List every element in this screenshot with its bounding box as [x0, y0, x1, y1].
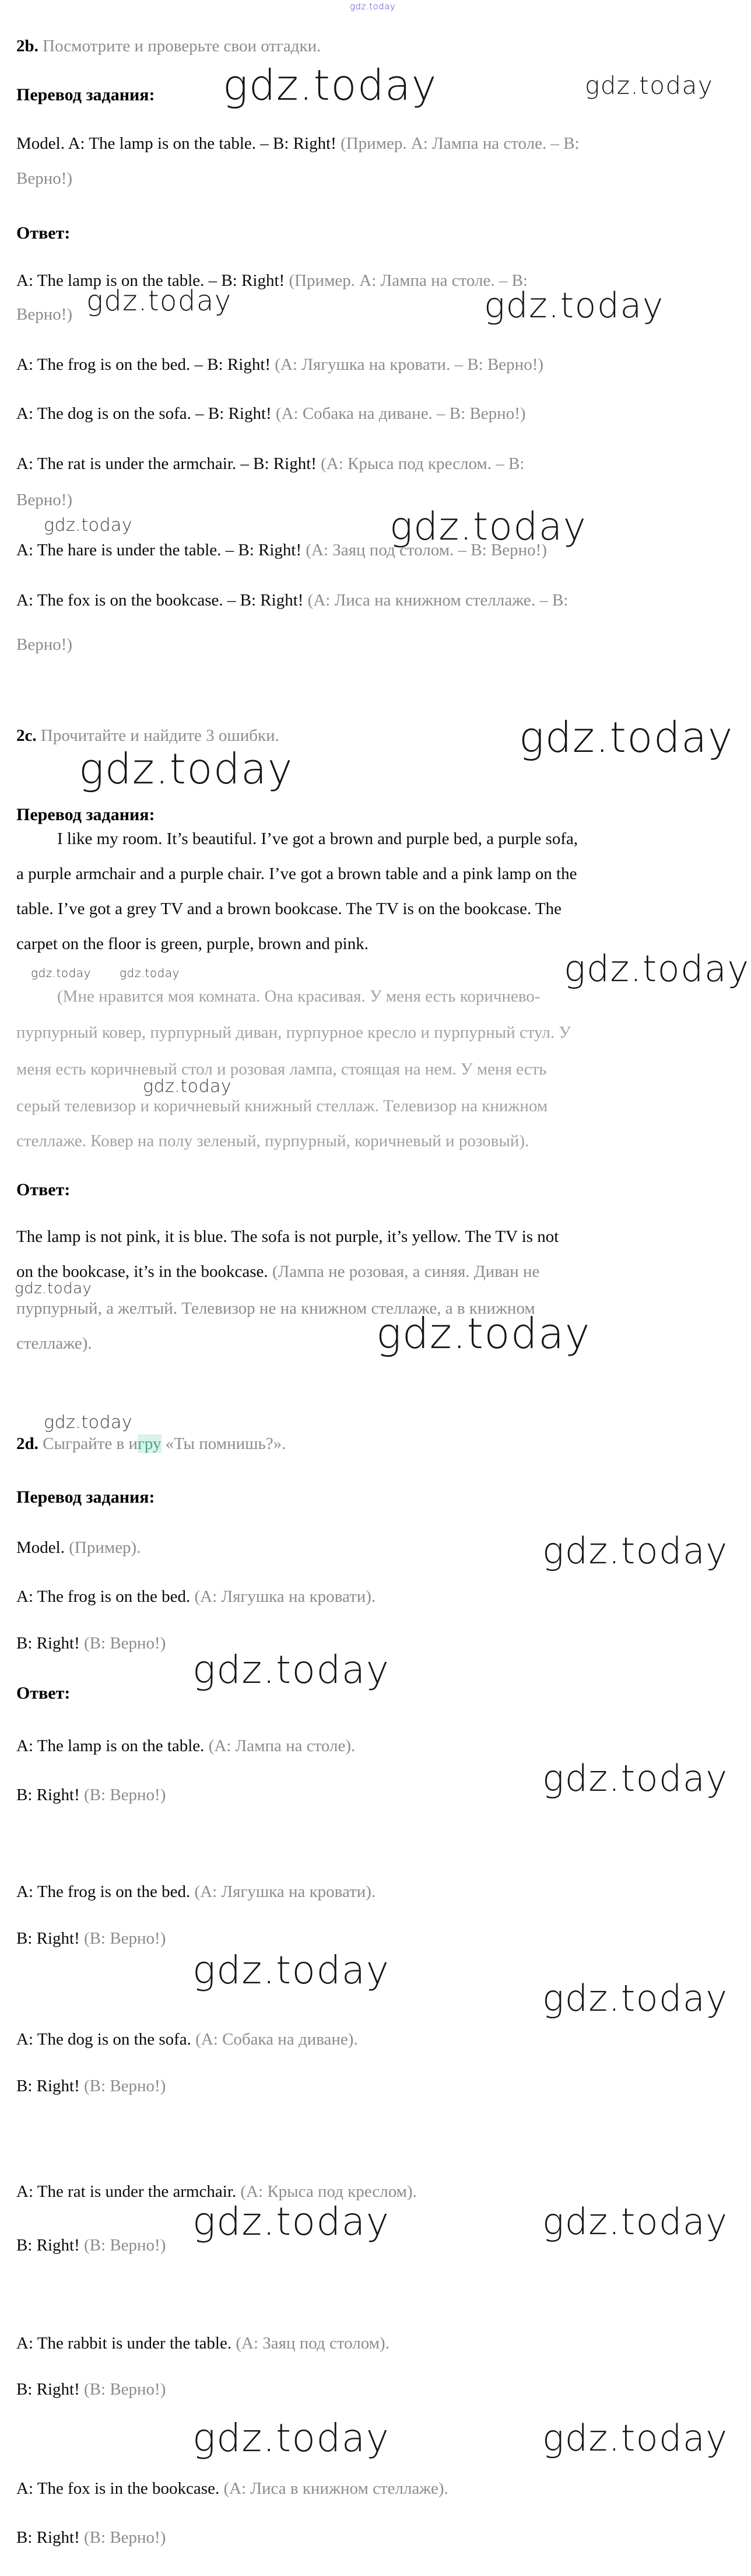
dialogue-line [16, 1930, 166, 1948]
dialogue-en: A: The hare is under the table. – B: Right! [16, 541, 306, 559]
dialogue-ru: (В: Верно!) [84, 2236, 166, 2255]
dialogue-en: A: The fox is on the bookcase. – B: Right! [16, 591, 308, 610]
paragraph-ru-line: (Мне нравится моя комната. Она красивая. У меня есть коричнево- [57, 987, 541, 1006]
gdz-watermark: gdz.today [519, 713, 734, 762]
answer-en-line: The lamp is not pink, it is blue. The sofa is not purple, it’s yellow. The TV is not [16, 1227, 559, 1246]
translation-heading-2c: Перевод задания: [16, 805, 155, 824]
section-2c-number: 2c. [16, 726, 37, 745]
section-2d-heading [16, 1435, 286, 1454]
dialogue-line-cont: Верно!) [16, 305, 73, 324]
gdz-watermark: gdz.today [192, 2199, 390, 2244]
dialogue-en: B: Right! [16, 1634, 85, 1653]
dialogue-line [16, 541, 547, 560]
gdz-watermark: gdz.today [542, 2417, 728, 2459]
dialogue-ru: (А: Собака на диване. – В: Верно!) [275, 404, 526, 423]
dialogue-ru: (В: Верно!) [84, 1929, 166, 1948]
model-line-2b-cont: Верно!) [16, 169, 73, 188]
dialogue-ru: (В: Верно!) [84, 2077, 166, 2095]
dialogue-line [16, 1588, 376, 1606]
paragraph-ru-line: меня есть коричневый стол и розовая лампа, стоящая на нем. У меня есть [16, 1060, 547, 1079]
answer-en: on the bookcase, it’s in the bookcase. [16, 1262, 272, 1281]
dialogue-ru: (А: Лягушка на кровати). [194, 1587, 376, 1606]
gdz-watermark: gdz.today [542, 1757, 728, 1800]
paragraph-ru-line: серый телевизор и коричневый книжный стеллаж. Телевизор на книжном [16, 1097, 548, 1115]
gdz-watermark: gdz.today [192, 1948, 390, 1993]
answer-heading-2c: Ответ: [16, 1180, 71, 1199]
paragraph-en-line: carpet on the floor is green, purple, brown and pink. [16, 935, 369, 953]
section-2d-number: 2d. [16, 1434, 38, 1453]
dialogue-line [16, 2334, 389, 2353]
paragraph-ru-line: стеллаже. Ковер на полу зеленый, пурпурный, коричневый и розовый). [16, 1132, 529, 1150]
paragraph-en-line: a purple armchair and a purple chair. I’ve got a brown table and a pink lamp on the [16, 864, 577, 883]
model-en: Model. A: The lamp is on the table. – B: Right! [16, 134, 341, 153]
dialogue-en: A: The rabbit is under the table. [16, 2334, 236, 2353]
gdz-watermark: gdz.today [223, 61, 437, 110]
section-2b-title: Посмотрите и проверьте свои отгадки. [38, 37, 321, 55]
dialogue-line [16, 2031, 358, 2049]
dialogue-en: A: The rat is under the armchair. [16, 2182, 241, 2201]
section-2d-title-post: «Ты помнишь?». [161, 1434, 286, 1453]
dialogue-ru: (А: Крыса под креслом. – В: [321, 454, 525, 473]
dialogue-ru: (В: Верно!) [84, 1634, 166, 1653]
paragraph-en-line: I like my room. It’s beautiful. I’ve got a brown and purple bed, a purple sofa, [57, 830, 578, 848]
gdz-watermark: gdz.today [542, 1530, 728, 1572]
gdz-watermark: gdz.today [15, 1280, 92, 1297]
dialogue-en: A: The lamp is on the table. – B: Right! [16, 271, 289, 290]
dialogue-en: B: Right! [16, 2528, 85, 2547]
dialogue-en: B: Right! [16, 1929, 85, 1948]
translation-heading-2d: Перевод задания: [16, 1488, 155, 1507]
answer-ru-line: стеллаже). [16, 1334, 92, 1353]
model-en: Model. [16, 1538, 69, 1557]
gdz-watermark: gdz.today [376, 1309, 591, 1358]
dialogue-en: B: Right! [16, 2380, 85, 2399]
section-2b-heading [16, 37, 321, 56]
model-ru: (Пример). [69, 1538, 141, 1557]
dialogue-ru: (В: Верно!) [84, 2380, 166, 2399]
model-line-2d [16, 1539, 141, 1558]
gdz-watermark: gdz.today [143, 1076, 232, 1097]
gdz-watermark-link[interactable]: gdz.today [350, 1, 396, 12]
dialogue-en: A: The rat is under the armchair. – B: Right! [16, 454, 321, 473]
dialogue-en: B: Right! [16, 1786, 85, 1804]
answer-ru: (Лампа не розовая, а синяя. Диван не [272, 1262, 540, 1281]
dialogue-line [16, 1786, 166, 1805]
translation-heading-2b: Перевод задания: [16, 85, 155, 104]
gdz-watermark: gdz.today [542, 1977, 728, 2020]
gdz-watermark: gdz.today [79, 744, 293, 793]
dialogue-ru: (А: Лягушка на кровати). [194, 1882, 376, 1901]
dialogue-ru: (А: Лиса в книжном стеллаже). [223, 2479, 448, 2498]
dialogue-ru: (А: Лиса на книжном стеллаже. – В: [307, 591, 568, 610]
gdz-watermark: gdz.today [192, 1647, 390, 1692]
gdz-watermark: gdz.today [44, 1412, 133, 1433]
dialogue-en: A: The frog is on the bed. [16, 1882, 195, 1901]
gdz-watermark: gdz.today [542, 2200, 728, 2243]
dialogue-en: A: The frog is on the bed. – B: Right! [16, 355, 275, 374]
section-2b-number: 2b. [16, 37, 38, 55]
dialogue-ru: (В: Верно!) [84, 1786, 166, 1804]
model-ru: (Пример. А: Лампа на столе. – В: [341, 134, 580, 153]
section-2c-title: Прочитайте и найдите 3 ошибки. [36, 726, 279, 745]
gdz-watermark: gdz.today [585, 71, 714, 100]
dialogue-en: A: The fox is in the bookcase. [16, 2479, 224, 2498]
answer-heading-2d: Ответ: [16, 1684, 71, 1703]
dialogue-line-cont: Верно!) [16, 491, 73, 509]
dialogue-ru: (В: Верно!) [84, 2528, 166, 2547]
dialogue-line [16, 2381, 166, 2399]
dialogue-line [16, 455, 524, 474]
section-2c-heading [16, 727, 279, 746]
dialogue-line [16, 356, 543, 374]
dialogue-en: A: The dog is on the sofa. [16, 2030, 196, 2049]
gdz-watermark: gdz.today [484, 285, 664, 326]
section-2d-title-pre: Сыграйте в и [38, 1434, 138, 1453]
dialogue-ru: (А: Лампа на столе). [208, 1737, 356, 1755]
dialogue-line [16, 405, 526, 424]
gdz-watermark: gdz.today [389, 504, 587, 549]
dialogue-en: A: The lamp is on the table. [16, 1737, 209, 1755]
gdz-watermark: gdz.today [192, 2416, 390, 2460]
dialogue-line [16, 1883, 376, 1902]
answer-ru-line: пурпурный, а желтый. Телевизор не на книжном стеллаже, а в книжном [16, 1299, 535, 1318]
gdz-watermark: gdz.today [564, 947, 750, 990]
dialogue-ru: (А: Собака на диване). [195, 2030, 358, 2049]
paragraph-ru-line: пурпурный ковер, пурпурный диван, пурпурное кресло и пурпурный стул. У [16, 1023, 571, 1042]
dialogue-en: A: The dog is on the sofa. – B: Right! [16, 404, 276, 423]
dialogue-ru: (Пример. А: Лампа на столе. – В: [289, 271, 528, 290]
dialogue-line [16, 1634, 166, 1653]
dialogue-ru: (А: Крыса под креслом). [240, 2182, 417, 2201]
answer-line [16, 1263, 539, 1282]
dialogue-ru: (А: Заяц под столом. – В: Верно!) [306, 541, 547, 559]
dialogue-line [16, 2480, 448, 2498]
gdz-watermark: gdz.today [120, 966, 180, 980]
highlight-igru: гру [138, 1434, 162, 1453]
dialogue-line [16, 2236, 166, 2255]
dialogue-line [16, 2077, 166, 2096]
model-line-2b [16, 135, 580, 153]
paragraph-en-line: table. I’ve got a grey TV and a brown bookcase. The TV is on the bookcase. The [16, 900, 562, 918]
dialogue-line-cont: Верно!) [16, 635, 73, 654]
dialogue-ru: (А: Заяц под столом). [236, 2334, 389, 2353]
dialogue-en: B: Right! [16, 2236, 85, 2255]
dialogue-line [16, 2529, 166, 2547]
dialogue-en: A: The frog is on the bed. [16, 1587, 195, 1606]
dialogue-ru: (А: Лягушка на кровати. – В: Верно!) [275, 355, 544, 374]
gdz-watermark: gdz.today [44, 515, 133, 536]
dialogue-en: B: Right! [16, 2077, 85, 2095]
answer-heading-2b: Ответ: [16, 223, 71, 243]
gdz-watermark: gdz.today [86, 285, 232, 317]
dialogue-line [16, 592, 568, 610]
dialogue-line [16, 1737, 355, 1756]
gdz-watermark: gdz.today [31, 966, 91, 980]
